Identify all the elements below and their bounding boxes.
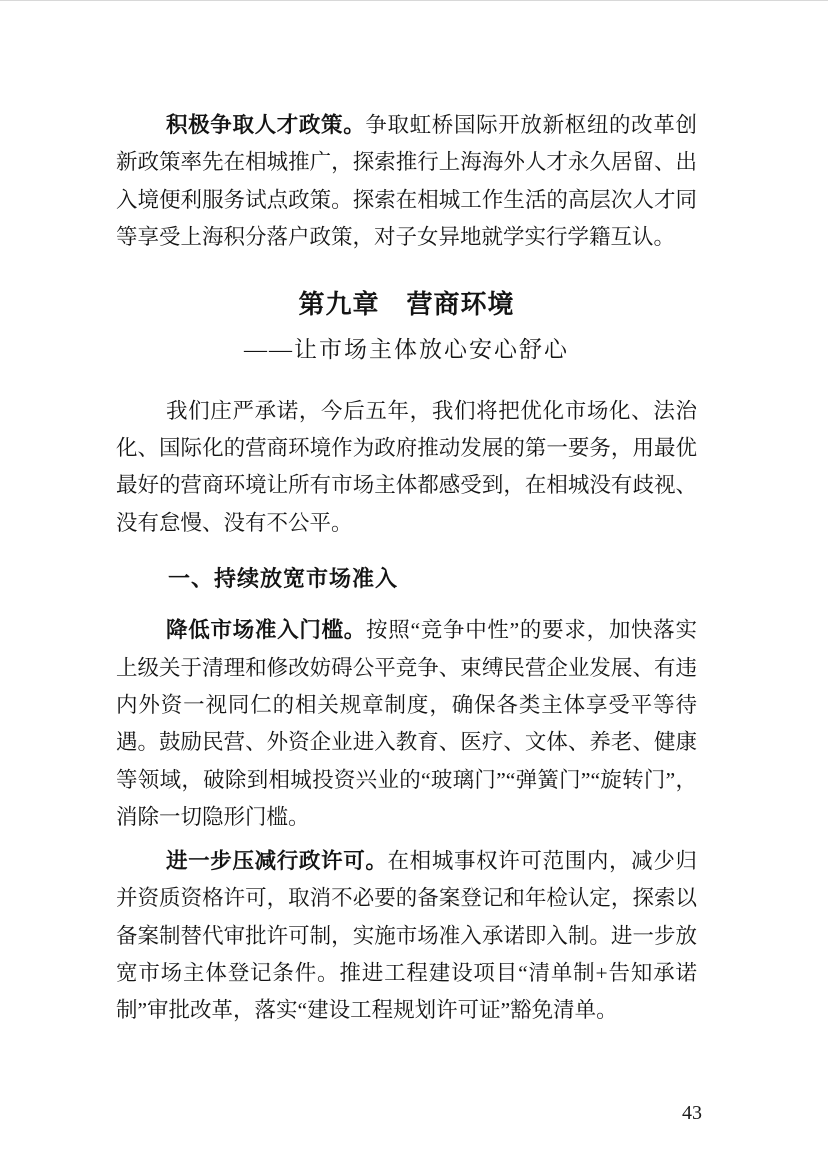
paragraph-lower-threshold-body: 按照“竞争中性”的要求，加快落实上级关于清理和修改妨碍公平竞争、束缚民营企业发展、有违内外资一视同仁的相关规章制度，确保各类主体享受平等待遇。鼓励民营、外资企业进入教育、医疗、文体、养老、健康等领域，破除到相城投资兴业的“玻璃门”“弹簧门”“旋转门”，消除一切隐形门槛。 — [116, 618, 697, 830]
paragraph-talent-policy-lead: 积极争取人才政策。 — [166, 113, 366, 137]
paragraph-reduce-permits — [116, 843, 697, 1030]
section-heading-market-access: 一、持续放宽市场准入 — [168, 566, 399, 592]
paragraph-commitment: 我们庄严承诺，今后五年，我们将把优化市场化、法治化、国际化的营商环境作为政府推动发展的第一要务，用最优最好的营商环境让所有市场主体都感受到，在相城没有歧视、没有怠慢、没有不公平。 — [116, 398, 697, 535]
paragraph-reduce-permits-lead: 进一步压减行政许可。 — [166, 848, 388, 873]
paragraph-talent-policy-body: 争取虹桥国际开放新枢纽的改革创新政策率先在相城推广，探索推行上海海外人才永久居留、出入境便利服务试点政策。探索在相城工作生活的高层次人才同等享受上海积分落户政策，对子女异地就学实行学籍互认。 — [116, 113, 697, 250]
paragraph-lower-threshold-lead: 降低市场准入门槛。 — [166, 618, 367, 643]
page-content — [116, 107, 697, 1030]
page-number: 43 — [682, 1102, 702, 1124]
chapter-title: 第九章 营商环境 — [298, 288, 515, 319]
paragraph-reduce-permits-body: 在相城事权许可范围内，减少归并资质资格许可，取消不必要的备案登记和年检认定，探索以备案制替代审批许可制，实施市场准入承诺即入制。进一步放宽市场主体登记条件。推进工程建设项目“清单制+告知承诺制”审批改革，落实“建设工程规划许可证”豁免清单。 — [116, 848, 697, 1023]
chapter-subtitle: ——让市场主体放心安心舒心 — [244, 336, 569, 362]
paragraph-talent-policy — [116, 107, 697, 257]
paragraph-lower-threshold — [116, 612, 697, 836]
